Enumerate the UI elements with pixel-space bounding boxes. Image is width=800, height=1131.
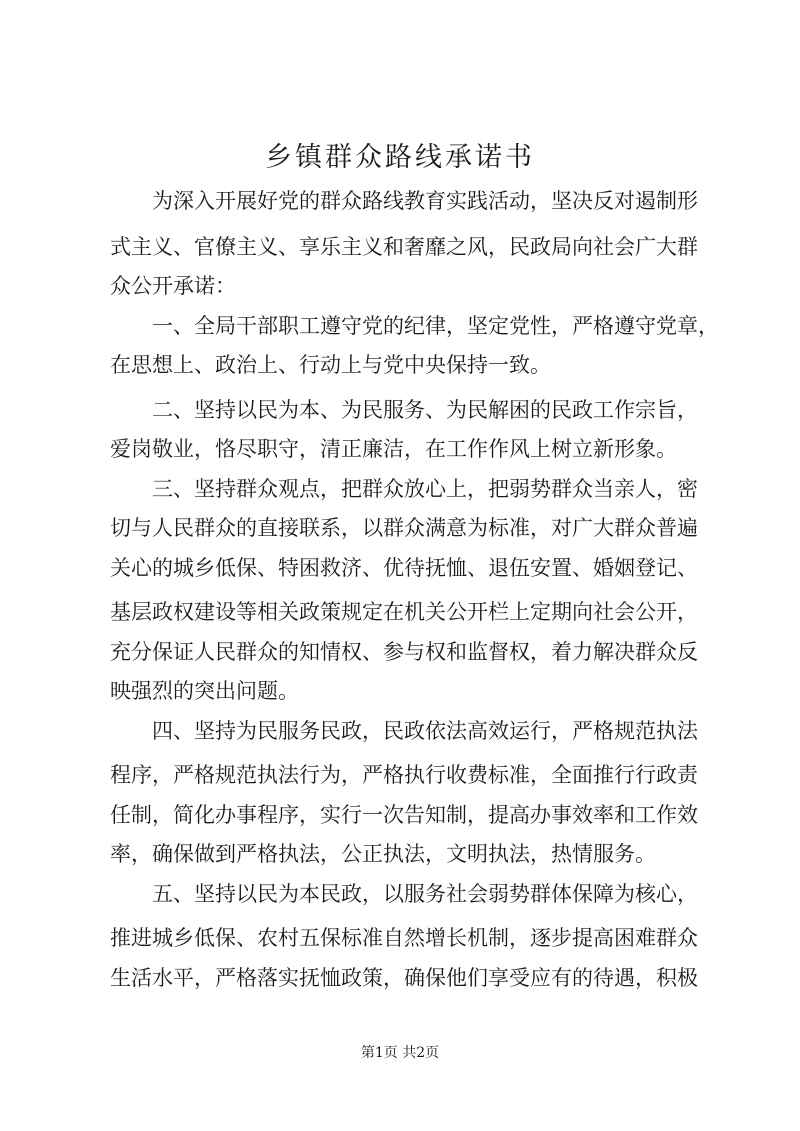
body-line: 基层政权建设等相关政策规定在机关公开栏上定期向社会公开， (110, 600, 698, 624)
body-line: 程序，严格规范执法行为，严格执行收费标准，全面推行行政责 (110, 763, 698, 787)
body-line: 在思想上、政治上、行动上与党中央保持一致。 (110, 353, 551, 377)
body-line: 三、坚持群众观点，把群众放心上，把弱势群众当亲人，密 (110, 477, 698, 501)
body-line: 四、坚持为民服务民政，民政依法高效运行，严格规范执法 (110, 719, 698, 743)
body-line: 任制，简化办事程序，实行一次告知制，提高办事效率和工作效 (110, 803, 698, 827)
document-title: 乡镇群众路线承诺书 (265, 142, 535, 173)
body-line: 五、坚持以民为本民政，以服务社会弱势群体保障为核心， (110, 882, 698, 906)
body-line: 推进城乡低保、农村五保标准自然增长机制，逐步提高困难群众 (110, 926, 698, 950)
body-line: 率，确保做到严格执法，公正执法，文明执法，热情服务。 (110, 842, 656, 866)
body-line: 切与人民群众的直接联系，以群众满意为标准，对广大群众普遍 (110, 516, 698, 540)
body-line: 关心的城乡低保、特困救济、优待抚恤、退伍安置、婚姻登记、 (110, 556, 698, 580)
body-line: 映强烈的突出问题。 (110, 679, 299, 703)
body-line: 式主义、官僚主义、享乐主义和奢靡之风，民政局向社会广大群 (110, 235, 698, 259)
body-line: 一、全局干部职工遵守党的纪律，坚定党性，严格遵守党章， (110, 314, 719, 338)
body-line: 爱岗敬业，恪尽职守，清正廉洁，在工作作风上树立新形象。 (110, 437, 677, 461)
body-line: 众公开承诺： (110, 274, 236, 298)
body-line: 为深入开展好党的群众路线教育实践活动，坚决反对遏制形 (110, 189, 698, 213)
body-line: 充分保证人民群众的知情权、参与权和监督权，着力解决群众反 (110, 640, 698, 664)
body-line: 二、坚持以民为本、为民服务、为民解困的民政工作宗旨， (110, 398, 698, 422)
body-line: 生活水平，严格落实抚恤政策，确保他们享受应有的待遇，积极 (110, 966, 698, 990)
page-number-footer: 第1页 共2页 (360, 1045, 440, 1061)
